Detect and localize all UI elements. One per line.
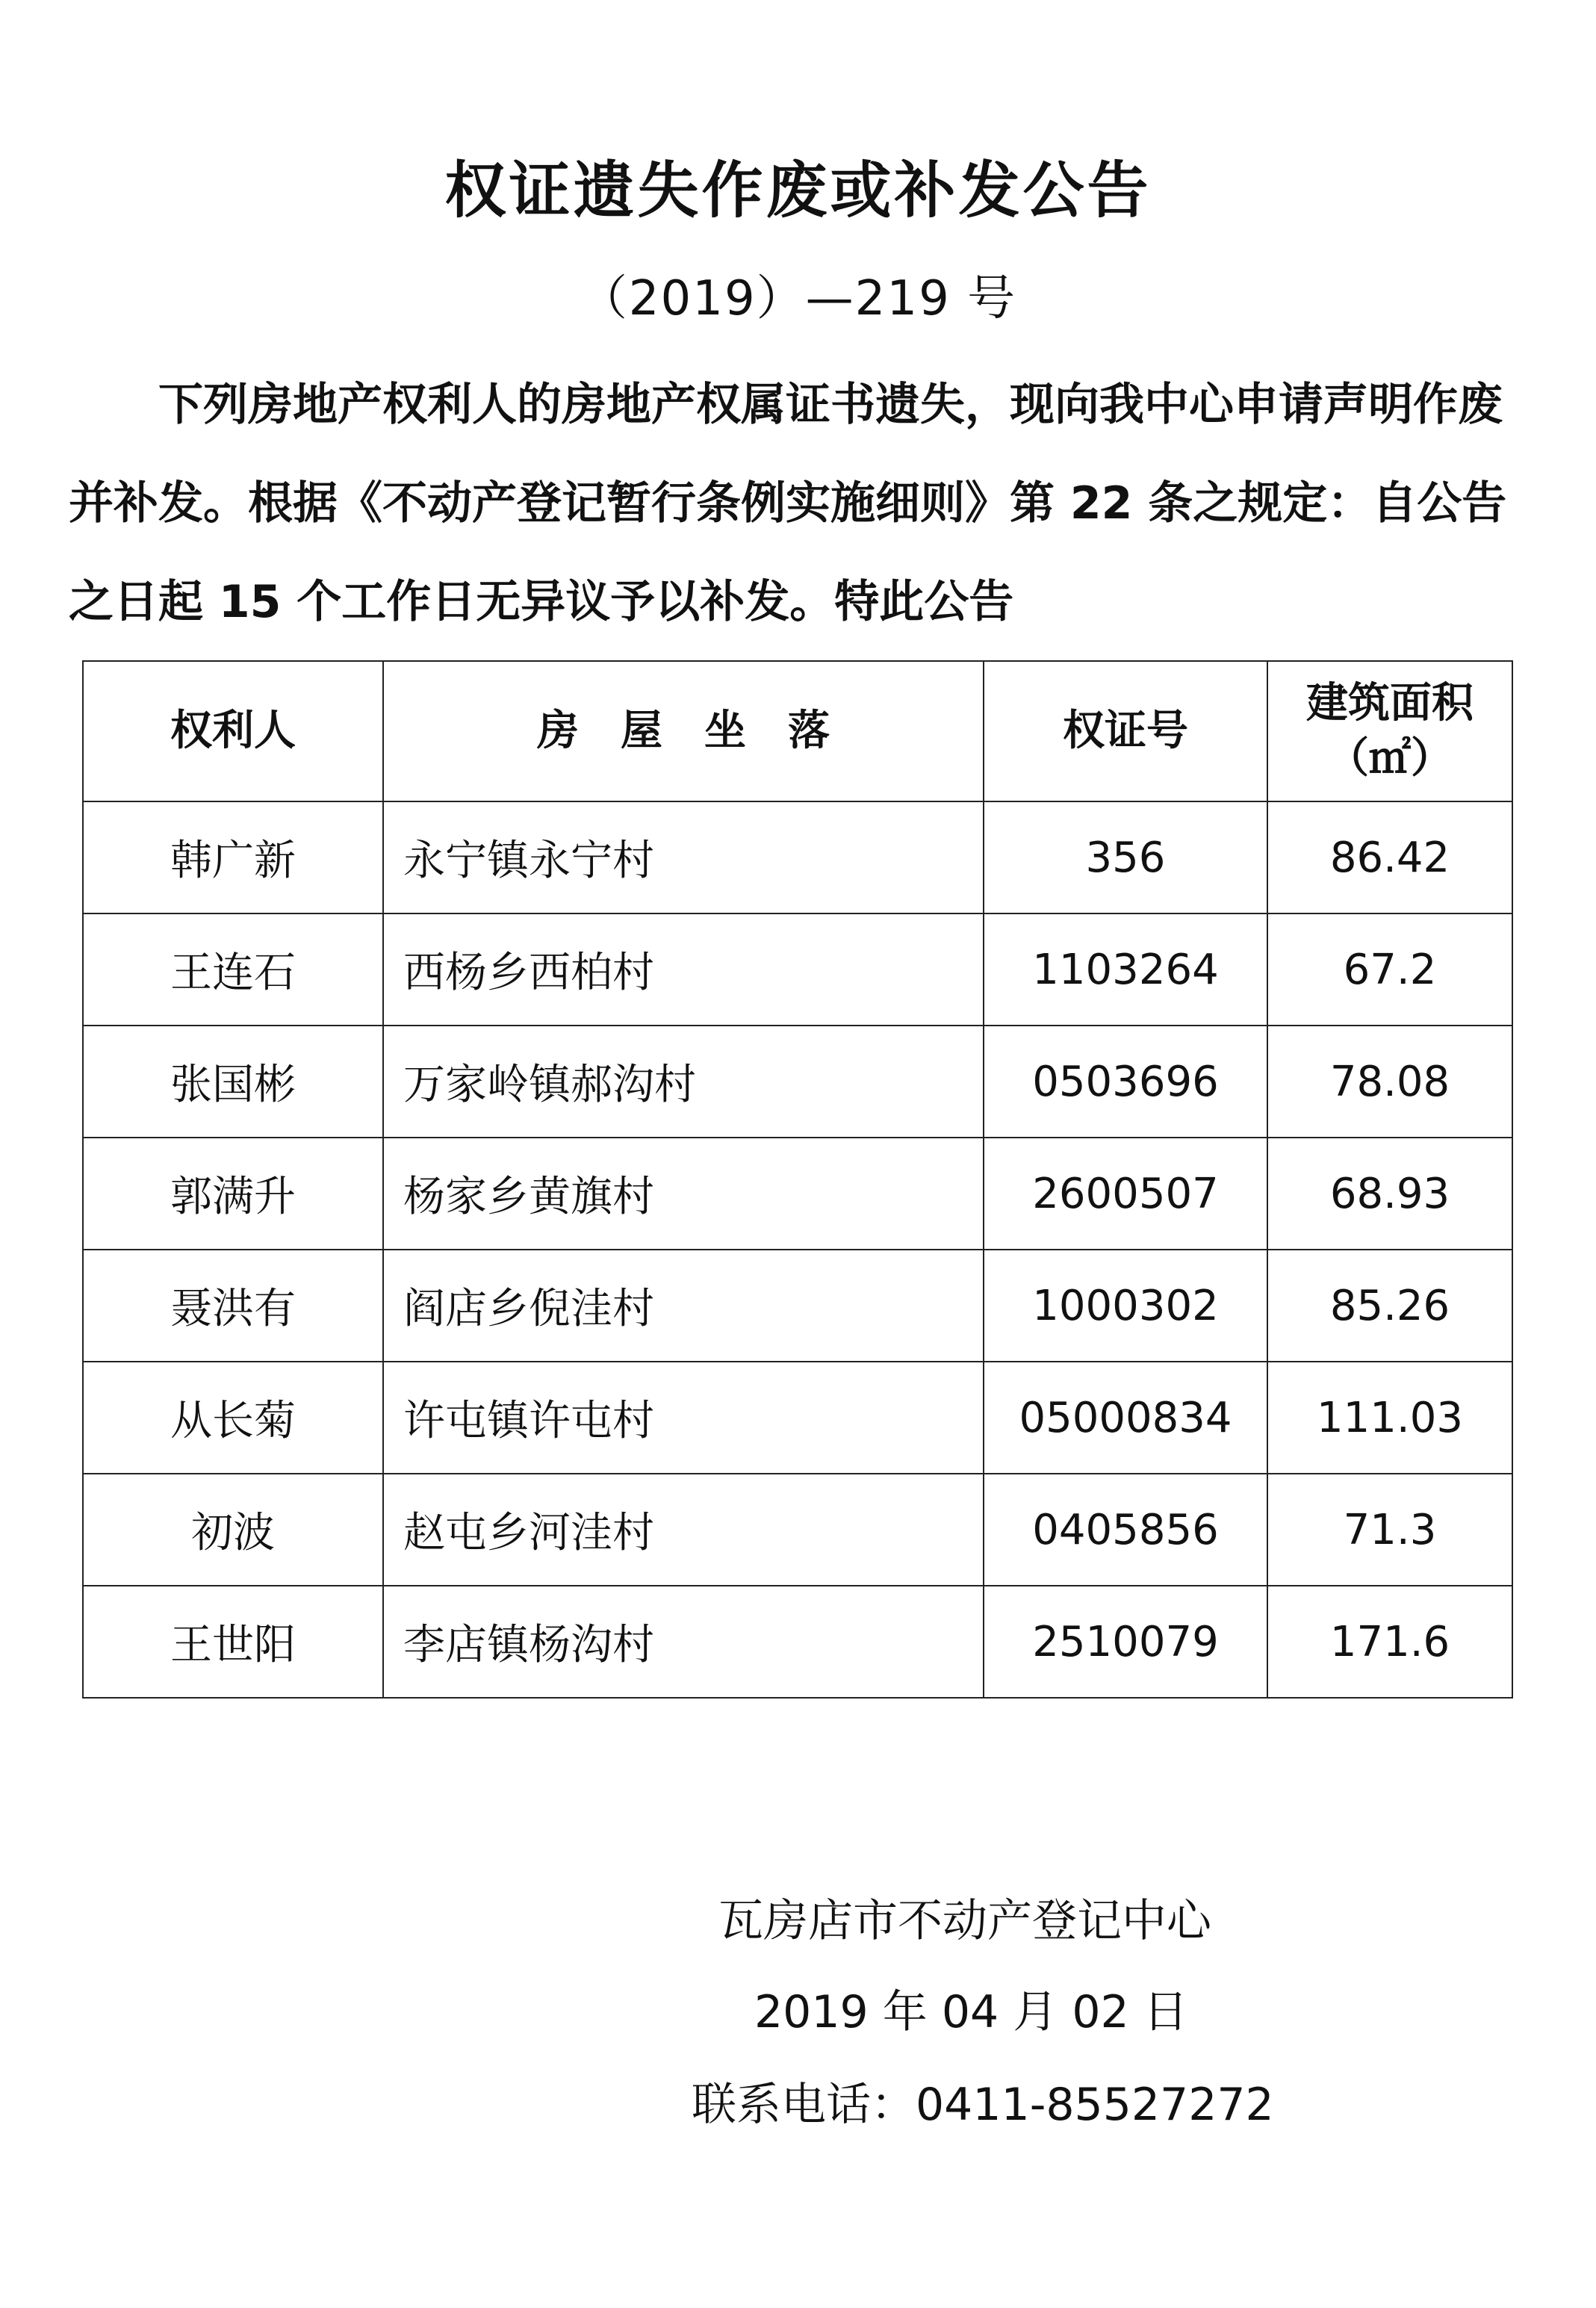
cell-cert-no: 1103264 <box>984 913 1267 1026</box>
cell-location: 阎店乡倪洼村 <box>383 1250 984 1362</box>
notice-intro <box>69 356 1533 651</box>
cell-area: 68.93 <box>1267 1138 1512 1250</box>
header-area-line2: （㎡） <box>1327 734 1453 783</box>
document-number: （2019）—219 号 <box>579 271 1017 326</box>
cell-area: 71.3 <box>1267 1474 1512 1586</box>
cell-location: 许屯镇许屯村 <box>383 1362 984 1474</box>
cell-cert-no: 0503696 <box>984 1026 1267 1138</box>
contact-phone: 联系电话：0411-85527272 <box>692 2079 1274 2131</box>
table-row <box>83 1138 1512 1250</box>
cell-cert-no: 05000834 <box>984 1362 1267 1474</box>
cell-cert-no: 0405856 <box>984 1474 1267 1586</box>
header-cert-no: 权证号 <box>984 661 1267 801</box>
table-header-row <box>83 661 1512 801</box>
cell-area: 171.6 <box>1267 1586 1512 1698</box>
cell-owner: 郭满升 <box>83 1138 383 1250</box>
cell-owner: 聂洪有 <box>83 1250 383 1362</box>
table-row <box>83 1026 1512 1138</box>
table-row <box>83 801 1512 913</box>
header-location: 房 屋 坐 落 <box>383 661 984 801</box>
table-row <box>83 913 1512 1026</box>
cell-owner: 张国彬 <box>83 1026 383 1138</box>
cell-location: 西杨乡西柏村 <box>383 913 984 1026</box>
table-row <box>83 1250 1512 1362</box>
header-area-line1: 建筑面积 <box>1306 679 1474 728</box>
header-owner: 权利人 <box>83 661 383 801</box>
cell-owner: 从长菊 <box>83 1362 383 1474</box>
table-row <box>83 1474 1512 1586</box>
cell-owner: 韩广新 <box>83 801 383 913</box>
cell-cert-no: 2510079 <box>984 1586 1267 1698</box>
notice-title: 权证遗失作废或补发公告 <box>444 155 1152 226</box>
cell-location: 赵屯乡河洼村 <box>383 1474 984 1586</box>
header-area <box>1267 661 1512 801</box>
issuer-name: 瓦房店市不动产登记中心 <box>718 1895 1211 1947</box>
cell-cert-no: 1000302 <box>984 1250 1267 1362</box>
cell-location: 万家岭镇郝沟村 <box>383 1026 984 1138</box>
cell-owner: 王世阳 <box>83 1586 383 1698</box>
cell-area: 78.08 <box>1267 1026 1512 1138</box>
cell-area: 85.26 <box>1267 1250 1512 1362</box>
cell-area: 111.03 <box>1267 1362 1512 1474</box>
cell-location: 李店镇杨沟村 <box>383 1586 984 1698</box>
cell-owner: 王连石 <box>83 913 383 1026</box>
cell-location: 杨家乡黄旗村 <box>383 1138 984 1250</box>
cell-owner: 初波 <box>83 1474 383 1586</box>
cell-area: 67.2 <box>1267 913 1512 1026</box>
table-row <box>83 1586 1512 1698</box>
table-body <box>83 801 1512 1698</box>
cell-location: 永宁镇永宁村 <box>383 801 984 913</box>
cell-area: 86.42 <box>1267 801 1512 913</box>
lost-certificate-table <box>82 660 1513 1699</box>
cell-cert-no: 2600507 <box>984 1138 1267 1250</box>
cell-cert-no: 356 <box>984 801 1267 913</box>
notice-intro-text: 下列房地产权利人的房地产权属证书遗失，现向我中心申请声明作废并补发。根据《不动产登记暂行条例实施细则》第 22 条之规定：自公告之日起 15 个工作日无异议予以补发。特此公告 <box>69 379 1507 628</box>
issue-date: 2019 年 04 月 02 日 <box>754 1986 1188 2038</box>
table-row <box>83 1362 1512 1474</box>
